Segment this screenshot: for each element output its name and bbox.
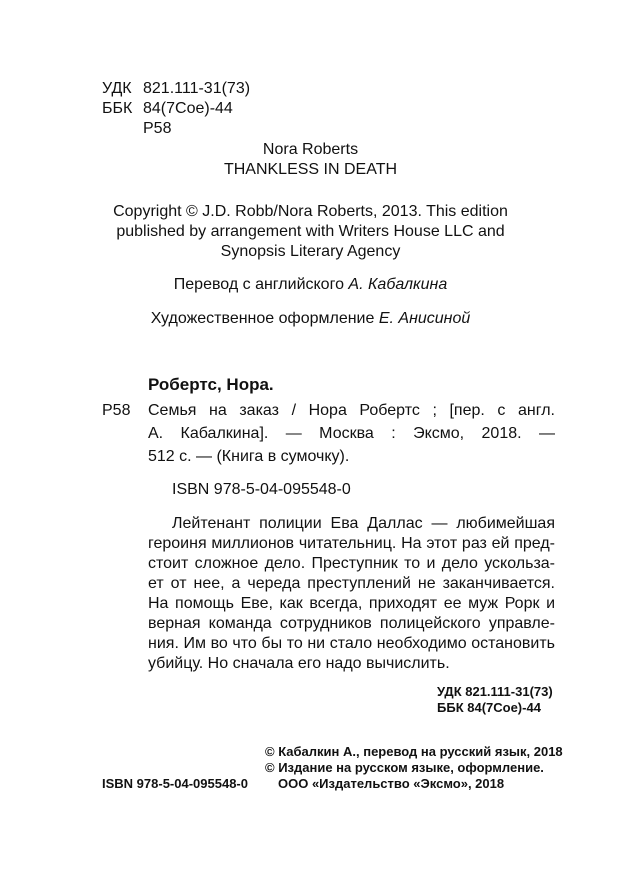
annotation-line-7: ния. Им во что бы то ни стало необходимо остановить xyxy=(148,635,555,652)
udk-label: УДК xyxy=(102,80,132,97)
footer-udk: УДК 821.111-31(73) xyxy=(437,684,553,699)
annotation-line-2: героиня миллионов читательниц. На этот раз ей пред- xyxy=(148,535,555,552)
udk-value: 821.111-31(73) xyxy=(143,80,251,97)
design-credit xyxy=(0,309,621,329)
copyright-en-line-1: Copyright © J.D. Robb/Nora Roberts, 2013. This edition xyxy=(113,203,508,220)
design-label: Художественное оформление xyxy=(150,310,375,327)
designer-name: Е. Анисиной xyxy=(378,310,471,327)
bbk-label: ББК xyxy=(102,100,133,117)
original-author: Nora Roberts xyxy=(262,141,359,158)
author-mark: Р58 xyxy=(143,120,172,137)
copyright-en-line-2: published by arrangement with Writers House LLC and xyxy=(116,223,505,240)
translator-name: А. Кабалкина xyxy=(348,276,448,293)
translation-label: Перевод с английского xyxy=(173,276,344,293)
footer-isbn: ISBN 978-5-04-095548-0 xyxy=(102,776,248,791)
record-line-2: А. Кабалкина]. — Москва : Эксмо, 2018. — xyxy=(148,425,555,442)
footer-copyright-1: © Кабалкин А., перевод на русский язык, 2018 xyxy=(265,744,563,759)
annotation-line-8: убийцу. Но сначала его надо вычислить. xyxy=(148,655,450,672)
record-isbn: ISBN 978-5-04-095548-0 xyxy=(172,481,351,498)
footer-copyright-2: © Издание на русском языке, оформление. xyxy=(265,760,544,775)
original-title: THANKLESS IN DEATH xyxy=(223,161,398,178)
record-mark: Р58 xyxy=(102,402,131,419)
record-line-3: 512 с. — (Книга в сумочку). xyxy=(148,448,350,465)
record-heading: Робертс, Нора. xyxy=(148,375,274,394)
annotation-line-5: На помощь Еве, как всегда, приходят ее муж Рорк и xyxy=(148,595,555,612)
bbk-value: 84(7Сое)-44 xyxy=(143,100,233,117)
annotation-line-1: Лейтенант полиции Ева Даллас — любимейшая xyxy=(172,515,555,532)
record-line-1: Семья на заказ / Нора Робертс ; [пер. с англ. xyxy=(148,402,555,419)
footer-copyright-3: ООО «Издательство «Эксмо», 2018 xyxy=(278,776,505,791)
translation-credit xyxy=(0,275,621,295)
annotation-line-4: ет от нее, а череда преступлений не заканчивается. xyxy=(148,575,555,592)
footer-bbk: ББК 84(7Сое)-44 xyxy=(437,700,541,715)
annotation-line-6: верная команда сотрудников полицейского управле- xyxy=(148,615,555,632)
annotation-line-3: стоит сложное дело. Преступник то и дело ускольза- xyxy=(148,555,555,572)
copyright-en-line-3: Synopsis Literary Agency xyxy=(220,243,401,260)
